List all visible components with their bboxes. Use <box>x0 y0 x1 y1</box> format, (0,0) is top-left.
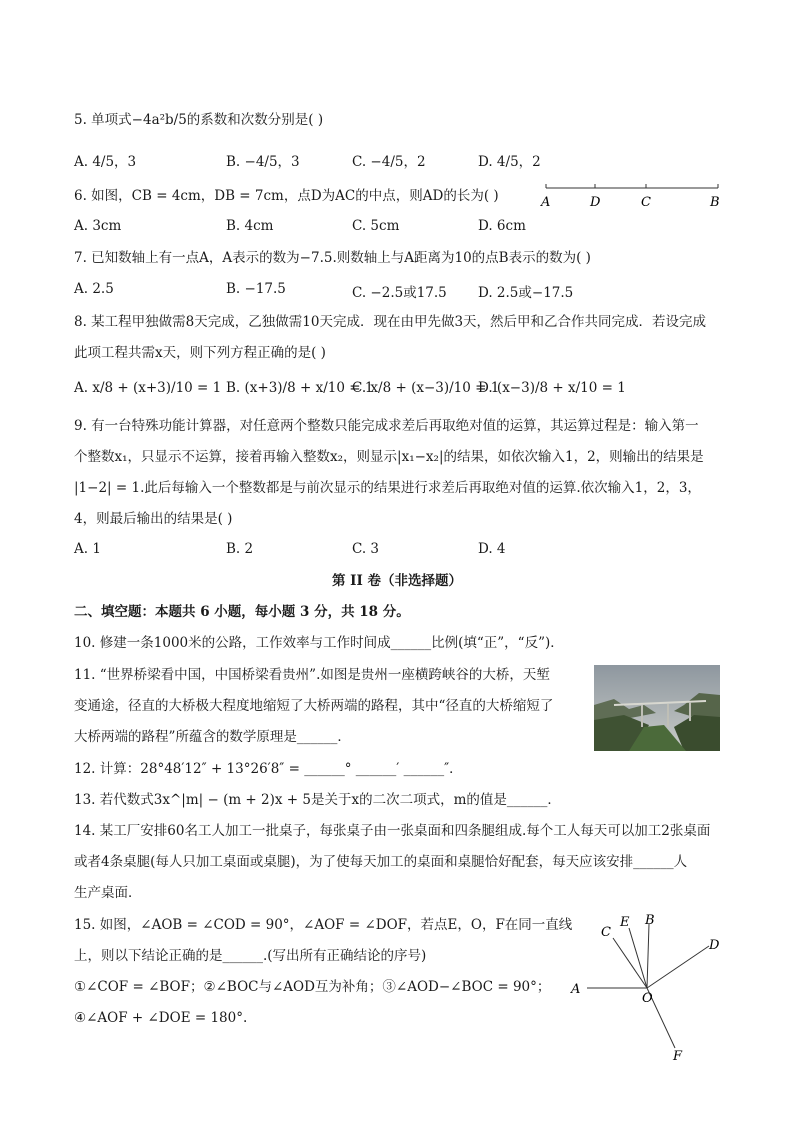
angle-label-b: B <box>645 913 655 928</box>
q8-option-c: C. x/8 + (x−3)/10 = 1 <box>352 380 500 396</box>
q9-option-c: C. 3 <box>352 541 380 557</box>
question-12: 12. 计算：28°48′12″ + 13°26′8″ = ______° ______′ ______″． <box>74 761 463 777</box>
point-label-a: A <box>541 195 551 210</box>
question-8-stem-line2: 此项工程共需x天，则下列方程正确的是( ) <box>74 345 326 361</box>
section-2-heading: 二、填空题：本题共 6 小题，每小题 3 分，共 18 分。 <box>74 604 410 620</box>
question-11-line3: 大桥两端的路程”所蕴含的数学原理是______． <box>74 729 351 745</box>
question-11-line1: 11. “世界桥梁看中国，中国桥梁看贵州”.如图是贵州一座横跨峡谷的大桥，天堑 <box>74 667 550 683</box>
question-9-line2: 个整数x₁，只显示不运算，接着再输入整数x₂，则显示|x₁−x₂|的结果，如依次输入1，2，则输出的结果是 <box>74 449 704 465</box>
q9-option-b: B. 2 <box>226 541 254 557</box>
question-14-line1: 14. 某工厂安排60名工人加工一批桌子，每张桌子由一张桌面和四条腿组成.每个工人每天可以加工2张桌面 <box>74 823 711 839</box>
q9-option-d: D. 4 <box>478 541 506 557</box>
question-14-line3: 生产桌面． <box>74 885 142 901</box>
question-9-line1: 9. 有一台特殊功能计算器，对任意两个整数只能完成求差后再取绝对值的运算，其运算过程是：输入第一 <box>74 418 699 434</box>
q5-option-c: C. −4/5，2 <box>352 154 426 170</box>
q5-option-b: B. −4/5，3 <box>226 154 300 170</box>
question-14-line2: 或者4条桌腿(每人只加工桌面或桌腿)，为了使每天加工的桌面和桌腿恰好配套，每天应该安排______人 <box>74 854 688 870</box>
angle-label-f: F <box>673 1049 683 1064</box>
angle-label-o: O <box>642 991 653 1006</box>
point-label-c: C <box>641 195 651 210</box>
part-2-title: 第 II 卷（非选择题） <box>331 573 463 589</box>
question-5-stem: 5. 单项式−4a²b/5的系数和次数分别是( ) <box>74 112 324 128</box>
q9-option-a: A. 1 <box>74 541 101 557</box>
q7-option-c: C. −2.5或17.5 <box>352 285 447 301</box>
question-15-line2: 上，则以下结论正确的是______.(写出所有正确结论的序号) <box>74 948 427 964</box>
bridge-photo <box>594 665 720 751</box>
question-9-line3: |1−2| = 1.此后每输入一个整数都是与前次显示的结果进行求差后再取绝对值的运算.依次输入1，2，3， <box>74 480 701 496</box>
q8-option-b: B. (x+3)/8 + x/10 = 1 <box>226 380 374 396</box>
q7-option-b: B. −17.5 <box>226 281 286 297</box>
q6-option-c: C. 5cm <box>352 218 400 234</box>
question-15-line3: ①∠COF = ∠BOF；②∠BOC与∠AOD互为补角；③∠AOD−∠BOC = 90°； <box>74 979 551 995</box>
q8-option-a: A. x/8 + (x+3)/10 = 1 <box>74 380 222 396</box>
angle-label-c: C <box>601 925 611 940</box>
angle-label-a: A <box>571 982 581 997</box>
q7-option-a: A. 2.5 <box>74 281 114 297</box>
question-9-line4: 4，则最后输出的结果是( ) <box>74 511 233 527</box>
angle-figure <box>565 908 725 1068</box>
question-6-stem: 6. 如图，CB = 4cm，DB = 7cm，点D为AC的中点，则AD的长为( ) <box>74 188 499 204</box>
question-13: 13. 若代数式3x^|m| − (m + 2)x + 5是关于x的二次二项式，m的值是______． <box>74 792 561 808</box>
segment-figure <box>540 178 725 212</box>
question-7-stem: 7. 已知数轴上有一点A，A表示的数为−7.5.则数轴上与A距离为10的点B表示的数为( ) <box>74 250 591 266</box>
q6-option-a: A. 3cm <box>74 218 122 234</box>
question-8-stem-line1: 8. 某工程甲独做需8天完成，乙独做需10天完成．现在由甲先做3天，然后甲和乙合作共同完成．若设完成 <box>74 314 707 330</box>
question-10: 10. 修建一条1000米的公路，工作效率与工作时间成______比例(填“正”，“反”)． <box>74 635 564 651</box>
q8-option-d: D. (x−3)/8 + x/10 = 1 <box>478 380 626 396</box>
angle-label-e: E <box>620 915 630 930</box>
question-11-line2: 变通途，径直的大桥极大程度地缩短了大桥两端的路程，其中“径直的大桥缩短了 <box>74 698 554 714</box>
q5-option-d: D. 4/5，2 <box>478 154 541 170</box>
q6-option-b: B. 4cm <box>226 218 274 234</box>
q7-option-d: D. 2.5或−17.5 <box>478 285 574 301</box>
question-15-line4: ④∠AOF + ∠DOE = 180°. <box>74 1010 248 1026</box>
q6-option-d: D. 6cm <box>478 218 526 234</box>
point-label-d: D <box>590 195 601 210</box>
q5-option-a: A. 4/5，3 <box>74 154 137 170</box>
point-label-b: B <box>710 195 720 210</box>
question-15-line1: 15. 如图，∠AOB = ∠COD = 90°，∠AOF = ∠DOF，若点E，O，F在同一直线 <box>74 917 573 933</box>
angle-label-d: D <box>709 938 720 953</box>
